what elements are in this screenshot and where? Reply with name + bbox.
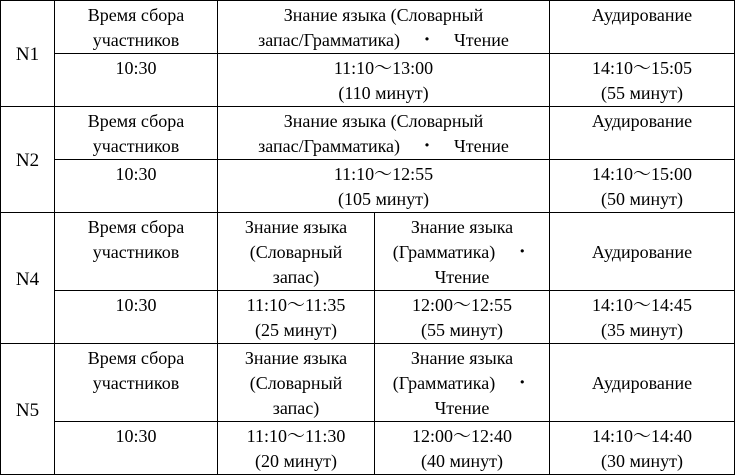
assembly-time: 10:30 bbox=[55, 422, 218, 475]
listening-time-range: 14:10～15:05 bbox=[591, 58, 692, 78]
level-cell: N5 bbox=[1, 344, 55, 475]
section-title-line: Знание языка bbox=[410, 348, 514, 368]
section-title-line: запас) bbox=[272, 398, 320, 418]
section-title bbox=[218, 1, 550, 54]
level-n1-time-row bbox=[1, 54, 735, 107]
section-title bbox=[375, 213, 550, 291]
assembly-label: Время сбора участников bbox=[55, 344, 218, 422]
listening-time bbox=[550, 54, 735, 107]
section-time bbox=[375, 422, 550, 475]
level-n4-time-row bbox=[1, 291, 735, 344]
level-cell: N4 bbox=[1, 213, 55, 344]
assembly-label: Время сбора участников bbox=[55, 107, 218, 160]
section-title bbox=[218, 107, 550, 160]
section-duration: (25 минут) bbox=[254, 320, 337, 340]
level-n5-time-row bbox=[1, 422, 735, 475]
section-title-line: Знание языка (Словарный bbox=[283, 111, 484, 131]
level-cell: N1 bbox=[1, 1, 55, 107]
listening-duration: (50 минут) bbox=[600, 189, 683, 209]
section-duration: (40 минут) bbox=[420, 451, 503, 471]
section-duration: (110 минут) bbox=[338, 83, 429, 103]
assembly-label: Время сбора участников bbox=[55, 1, 218, 54]
section-time-range: 12:00～12:55 bbox=[411, 295, 512, 315]
level-n1-header-row bbox=[1, 1, 735, 54]
listening-time bbox=[550, 291, 735, 344]
section-title-line: Чтение bbox=[434, 267, 490, 287]
section-title-line: Знание языка bbox=[410, 217, 514, 237]
listening-duration: (35 минут) bbox=[600, 320, 683, 340]
listening-label: Аудирование bbox=[550, 1, 735, 54]
section-time bbox=[218, 291, 375, 344]
listening-duration: (30 минут) bbox=[600, 451, 683, 471]
listening-time-range: 14:10～14:45 bbox=[591, 295, 692, 315]
assembly-label: Время сбора участников bbox=[55, 213, 218, 291]
section-time bbox=[218, 422, 375, 475]
listening-label: Аудирование bbox=[550, 213, 735, 291]
assembly-time: 10:30 bbox=[55, 291, 218, 344]
section-title bbox=[218, 213, 375, 291]
section-time-range: 11:10～11:35 bbox=[246, 295, 346, 315]
section-time-range: 12:00～12:40 bbox=[411, 426, 512, 446]
section-time-range: 11:10～11:30 bbox=[246, 426, 346, 446]
section-title-line: запас/Грамматика) ・ Чтение bbox=[258, 136, 509, 156]
level-n5-header-row bbox=[1, 344, 735, 422]
section-title bbox=[218, 344, 375, 422]
level-n4-header-row bbox=[1, 213, 735, 291]
assembly-time: 10:30 bbox=[55, 160, 218, 213]
section-title-line: (Словарный bbox=[249, 242, 343, 262]
listening-label: Аудирование bbox=[550, 344, 735, 422]
listening-time bbox=[550, 160, 735, 213]
section-time bbox=[218, 160, 550, 213]
listening-time bbox=[550, 422, 735, 475]
section-title-line: Знание языка bbox=[244, 217, 348, 237]
section-title-line: (Грамматика) ・ bbox=[392, 242, 532, 262]
section-duration: (55 минут) bbox=[420, 320, 503, 340]
section-title-line: (Словарный bbox=[249, 373, 343, 393]
listening-label: Аудирование bbox=[550, 107, 735, 160]
section-title-line: (Грамматика) ・ bbox=[392, 373, 532, 393]
section-time-range: 11:10～13:00 bbox=[333, 58, 434, 78]
level-n2-header-row bbox=[1, 107, 735, 160]
listening-duration: (55 минут) bbox=[600, 83, 683, 103]
section-title-line: Знание языка (Словарный bbox=[283, 5, 484, 25]
section-time bbox=[375, 291, 550, 344]
section-title-line: запас/Грамматика) ・ Чтение bbox=[258, 30, 509, 50]
section-title bbox=[375, 344, 550, 422]
section-duration: (105 минут) bbox=[337, 189, 429, 209]
listening-time-range: 14:10～15:00 bbox=[591, 164, 692, 184]
section-duration: (20 минут) bbox=[254, 451, 337, 471]
section-title-line: Чтение bbox=[434, 398, 490, 418]
section-title-line: Знание языка bbox=[244, 348, 348, 368]
level-n2-time-row bbox=[1, 160, 735, 213]
assembly-time: 10:30 bbox=[55, 54, 218, 107]
section-title-line: запас) bbox=[272, 267, 320, 287]
level-cell: N2 bbox=[1, 107, 55, 213]
listening-time-range: 14:10～14:40 bbox=[591, 426, 692, 446]
section-time-range: 11:10～12:55 bbox=[333, 164, 434, 184]
section-time bbox=[218, 54, 550, 107]
